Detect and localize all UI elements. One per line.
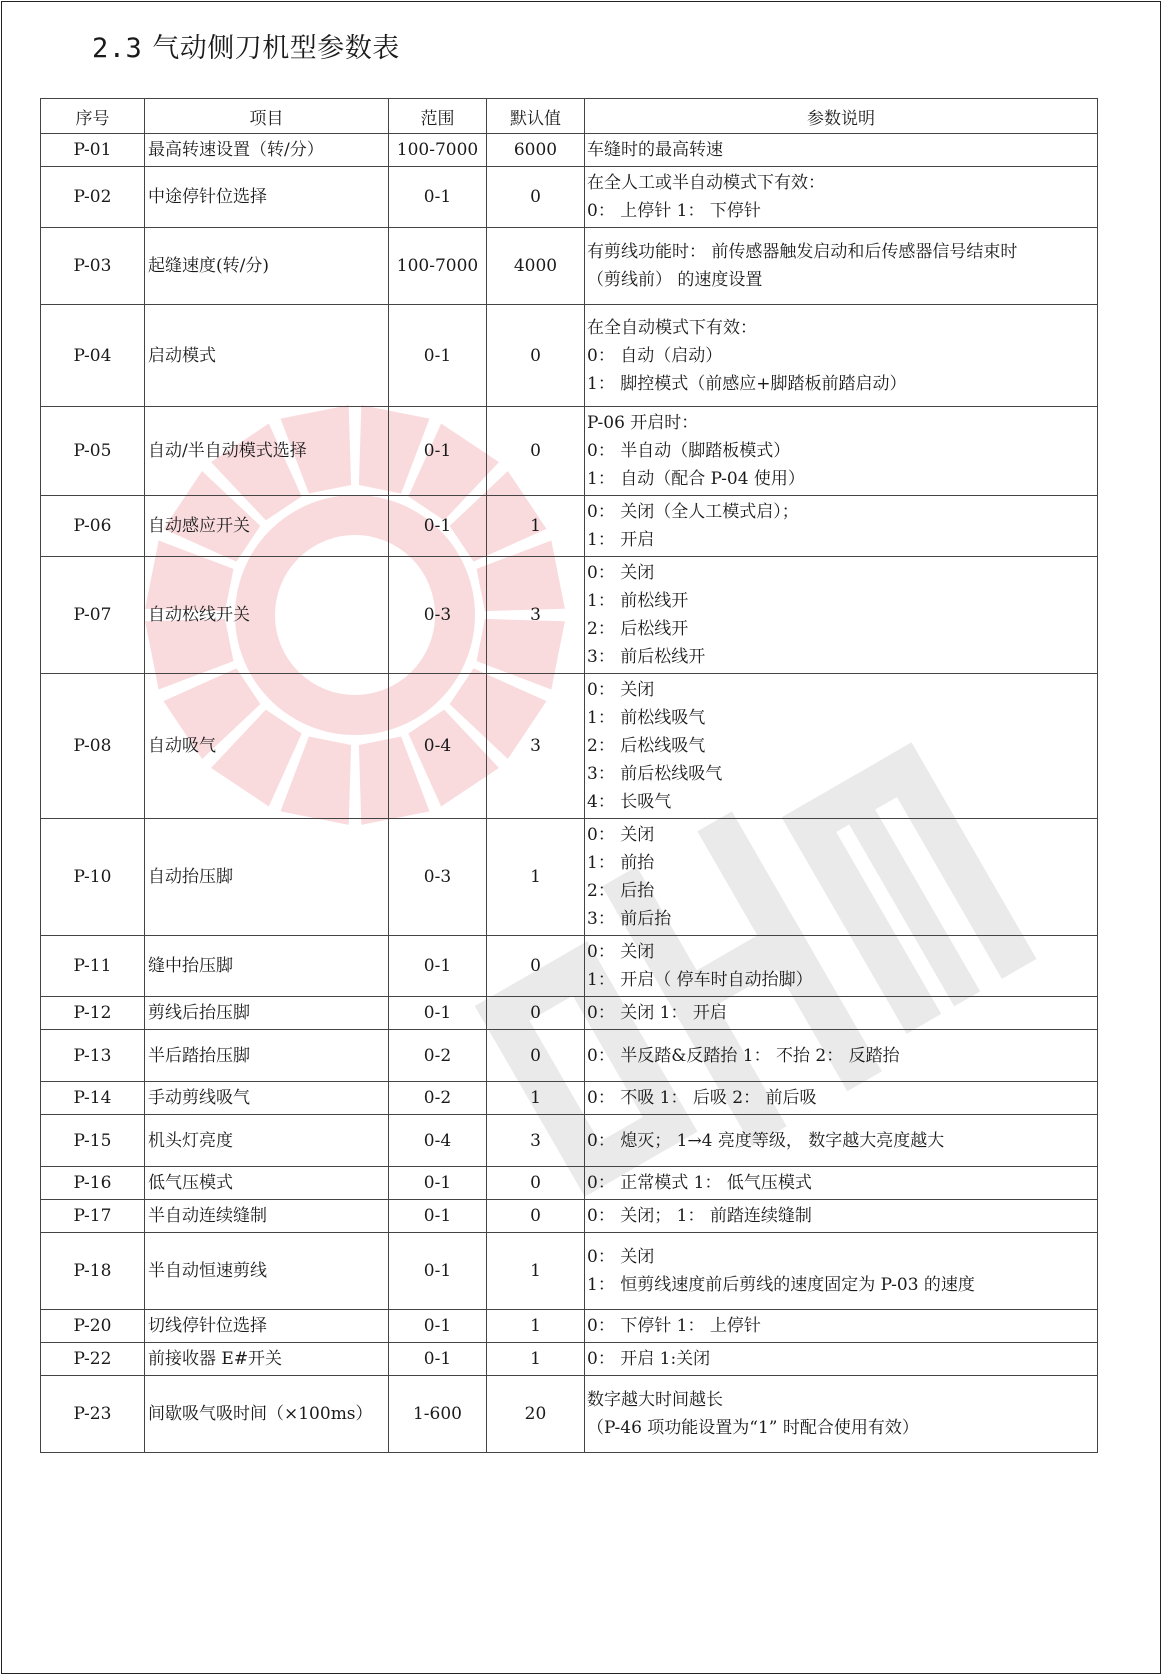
param-range: 0-1	[389, 305, 487, 407]
param-code: P-07	[41, 557, 145, 674]
param-description: 0： 关闭（全人工模式启）； 1： 开启	[585, 496, 1098, 557]
param-range: 0-3	[389, 557, 487, 674]
table-row	[41, 1310, 1098, 1343]
table-row	[41, 819, 1098, 936]
table-row	[41, 1200, 1098, 1233]
table-row	[41, 1030, 1098, 1082]
param-default: 0	[487, 305, 585, 407]
param-code: P-03	[41, 228, 145, 305]
param-code: P-13	[41, 1030, 145, 1082]
table-row	[41, 1343, 1098, 1376]
param-code: P-17	[41, 1200, 145, 1233]
param-description: 0： 关闭 1： 开启（ 停车时自动抬脚）	[585, 936, 1098, 997]
param-code: P-11	[41, 936, 145, 997]
param-description: 数字越大时间越长 （P-46 项功能设置为“1” 时配合使用有效）	[585, 1376, 1098, 1453]
param-item: 最高转速设置（转/分）	[145, 134, 389, 167]
param-code: P-10	[41, 819, 145, 936]
param-range: 0-1	[389, 936, 487, 997]
param-range: 0-1	[389, 407, 487, 496]
param-description: 0： 关闭 1： 前松线吸气 2： 后松线吸气 3： 前后松线吸气 4： 长吸气	[585, 674, 1098, 819]
table-row	[41, 1167, 1098, 1200]
table-row	[41, 228, 1098, 305]
param-default: 3	[487, 1115, 585, 1167]
param-code: P-16	[41, 1167, 145, 1200]
table-row	[41, 1082, 1098, 1115]
param-range: 0-1	[389, 1200, 487, 1233]
parameter-table	[40, 98, 1098, 1453]
param-code: P-05	[41, 407, 145, 496]
param-item: 自动/半自动模式选择	[145, 407, 389, 496]
param-default: 1	[487, 496, 585, 557]
header-item: 项目	[145, 99, 389, 134]
param-code: P-08	[41, 674, 145, 819]
table-row	[41, 1376, 1098, 1453]
header-default: 默认值	[487, 99, 585, 134]
table-row	[41, 1115, 1098, 1167]
param-default: 3	[487, 674, 585, 819]
param-range: 0-4	[389, 1115, 487, 1167]
param-range: 100-7000	[389, 134, 487, 167]
table-row	[41, 134, 1098, 167]
param-description: 0： 开启 1:关闭	[585, 1343, 1098, 1376]
table-row	[41, 997, 1098, 1030]
param-range: 0-1	[389, 1310, 487, 1343]
param-range: 0-3	[389, 819, 487, 936]
param-description: 0： 半反踏&反踏抬 1： 不抬 2： 反踏抬	[585, 1030, 1098, 1082]
param-description: 有剪线功能时： 前传感器触发启动和后传感器信号结束时 （剪线前） 的速度设置	[585, 228, 1098, 305]
param-range: 0-1	[389, 496, 487, 557]
header-description: 参数说明	[585, 99, 1098, 134]
param-item: 自动松线开关	[145, 557, 389, 674]
param-description: 0： 关闭 1： 开启	[585, 997, 1098, 1030]
param-default: 0	[487, 936, 585, 997]
param-description: 0： 关闭 1： 前松线开 2： 后松线开 3： 前后松线开	[585, 557, 1098, 674]
header-range: 范围	[389, 99, 487, 134]
table-row	[41, 674, 1098, 819]
param-range: 0-1	[389, 167, 487, 228]
param-range: 1-600	[389, 1376, 487, 1453]
table-row	[41, 167, 1098, 228]
param-code: P-23	[41, 1376, 145, 1453]
param-item: 剪线后抬压脚	[145, 997, 389, 1030]
param-range: 0-1	[389, 1233, 487, 1310]
param-code: P-06	[41, 496, 145, 557]
param-description: 0： 正常模式 1： 低气压模式	[585, 1167, 1098, 1200]
param-description: 0： 关闭； 1： 前踏连续缝制	[585, 1200, 1098, 1233]
param-item: 起缝速度(转/分)	[145, 228, 389, 305]
param-default: 1	[487, 1310, 585, 1343]
param-item: 机头灯亮度	[145, 1115, 389, 1167]
param-item: 半自动恒速剪线	[145, 1233, 389, 1310]
param-default: 0	[487, 167, 585, 228]
param-range: 0-1	[389, 1167, 487, 1200]
param-default: 1	[487, 1343, 585, 1376]
param-item: 半自动连续缝制	[145, 1200, 389, 1233]
param-description: 车缝时的最高转速	[585, 134, 1098, 167]
param-default: 0	[487, 1030, 585, 1082]
param-range: 0-1	[389, 1343, 487, 1376]
header-code: 序号	[41, 99, 145, 134]
param-default: 20	[487, 1376, 585, 1453]
param-item: 缝中抬压脚	[145, 936, 389, 997]
param-range: 0-2	[389, 1030, 487, 1082]
param-default: 0	[487, 407, 585, 496]
param-item: 半后踏抬压脚	[145, 1030, 389, 1082]
param-item: 手动剪线吸气	[145, 1082, 389, 1115]
param-code: P-14	[41, 1082, 145, 1115]
param-code: P-18	[41, 1233, 145, 1310]
section-title: 气动侧刀机型参数表	[152, 33, 400, 64]
param-item: 自动吸气	[145, 674, 389, 819]
param-default: 1	[487, 1082, 585, 1115]
param-description: 在全自动模式下有效： 0： 自动（启动） 1： 脚控模式（前感应+脚踏板前踏启动）	[585, 305, 1098, 407]
param-range: 100-7000	[389, 228, 487, 305]
param-description: P-06 开启时： 0： 半自动（脚踏板模式） 1： 自动（配合 P-04 使用）	[585, 407, 1098, 496]
param-code: P-22	[41, 1343, 145, 1376]
param-item: 前接收器 E#开关	[145, 1343, 389, 1376]
param-item: 自动抬压脚	[145, 819, 389, 936]
param-description: 0： 关闭 1： 前抬 2： 后抬 3： 前后抬	[585, 819, 1098, 936]
param-range: 0-1	[389, 997, 487, 1030]
param-item: 低气压模式	[145, 1167, 389, 1200]
param-item: 切线停针位选择	[145, 1310, 389, 1343]
param-code: P-12	[41, 997, 145, 1030]
param-default: 0	[487, 997, 585, 1030]
param-code: P-01	[41, 134, 145, 167]
table-header-row	[41, 99, 1098, 134]
param-item: 自动感应开关	[145, 496, 389, 557]
param-description: 在全人工或半自动模式下有效： 0： 上停针 1： 下停针	[585, 167, 1098, 228]
table-row	[41, 407, 1098, 496]
param-default: 0	[487, 1200, 585, 1233]
param-default: 1	[487, 1233, 585, 1310]
param-default: 3	[487, 557, 585, 674]
table-row	[41, 496, 1098, 557]
page-title	[92, 26, 400, 65]
section-number: 2.3	[92, 33, 143, 64]
param-description: 0： 不吸 1： 后吸 2： 前后吸	[585, 1082, 1098, 1115]
param-item: 中途停针位选择	[145, 167, 389, 228]
param-code: P-04	[41, 305, 145, 407]
param-default: 4000	[487, 228, 585, 305]
param-range: 0-2	[389, 1082, 487, 1115]
param-item: 间歇吸气吸时间（×100ms）	[145, 1376, 389, 1453]
param-default: 6000	[487, 134, 585, 167]
param-code: P-02	[41, 167, 145, 228]
param-default: 1	[487, 819, 585, 936]
param-description: 0： 关闭 1： 恒剪线速度前后剪线的速度固定为 P-03 的速度	[585, 1233, 1098, 1310]
param-item: 启动模式	[145, 305, 389, 407]
param-default: 0	[487, 1167, 585, 1200]
table-row	[41, 305, 1098, 407]
table-row	[41, 557, 1098, 674]
param-code: P-20	[41, 1310, 145, 1343]
param-range: 0-4	[389, 674, 487, 819]
param-description: 0： 熄灭； 1→4 亮度等级， 数字越大亮度越大	[585, 1115, 1098, 1167]
param-code: P-15	[41, 1115, 145, 1167]
table-row	[41, 936, 1098, 997]
param-description: 0： 下停针 1： 上停针	[585, 1310, 1098, 1343]
table-row	[41, 1233, 1098, 1310]
